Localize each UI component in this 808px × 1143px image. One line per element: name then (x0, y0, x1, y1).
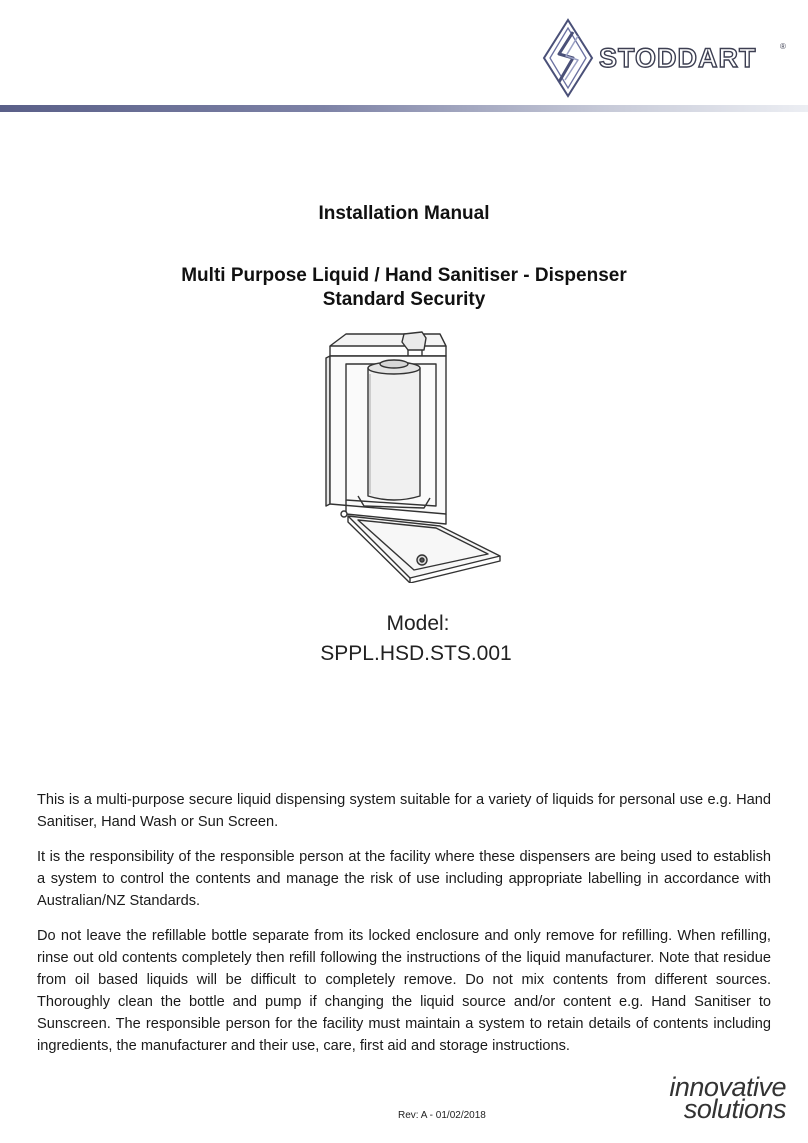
brand-name: STODDART (599, 43, 757, 73)
responsibility-paragraph: It is the responsibility of the responsible person at the facility where these dispensers are being used to establish a system to control the contents and manage the risk of use including appropriate labelling in accordance with Australian/NZ Standards. (37, 849, 771, 909)
header-divider-bar (0, 105, 808, 112)
stoddart-logo-icon (542, 18, 594, 98)
intro-paragraph: This is a multi-purpose secure liquid dispensing system suitable for a variety of liquids for personal use e.g. Hand Sanitiser, Hand Wash or Sun Screen. (37, 792, 771, 830)
product-subtitle: Standard Security (322, 289, 486, 310)
model-label: Model: (386, 612, 450, 635)
refilling-paragraph: Do not leave the refillable bottle separate from its locked enclosure and only remove for refilling. When refilling, rinse out old contents completely then refill following the instructions of the liquid manufacturer. Note that residue from oil based liquids will be difficult to completely remove. Do not mix contents from different sources. Thoroughly clean the bottle and pump if changing the liquid source and/or content e.g. Hand Sanitiser to Sunscreen. The responsible person for the facility must maintain a system to retain details of contents including ingredients, the manufacturer and their use, care, first aid and storage instructions. (37, 928, 771, 1054)
model-number: SPPL.HSD.STS.001 (320, 642, 512, 665)
tagline-line-1: innovative (669, 1072, 786, 1102)
dispenser-illustration (318, 328, 508, 583)
registered-mark: ® (780, 42, 786, 51)
tagline-line-2: solutions (683, 1094, 786, 1124)
product-title: Multi Purpose Liquid / Hand Sanitiser - Dispenser (181, 265, 627, 286)
tagline (669, 1072, 786, 1124)
document-title: Installation Manual (318, 203, 490, 224)
brand-logo (542, 18, 790, 98)
revision-note: Rev: A - 01/02/2018 (398, 1110, 486, 1121)
